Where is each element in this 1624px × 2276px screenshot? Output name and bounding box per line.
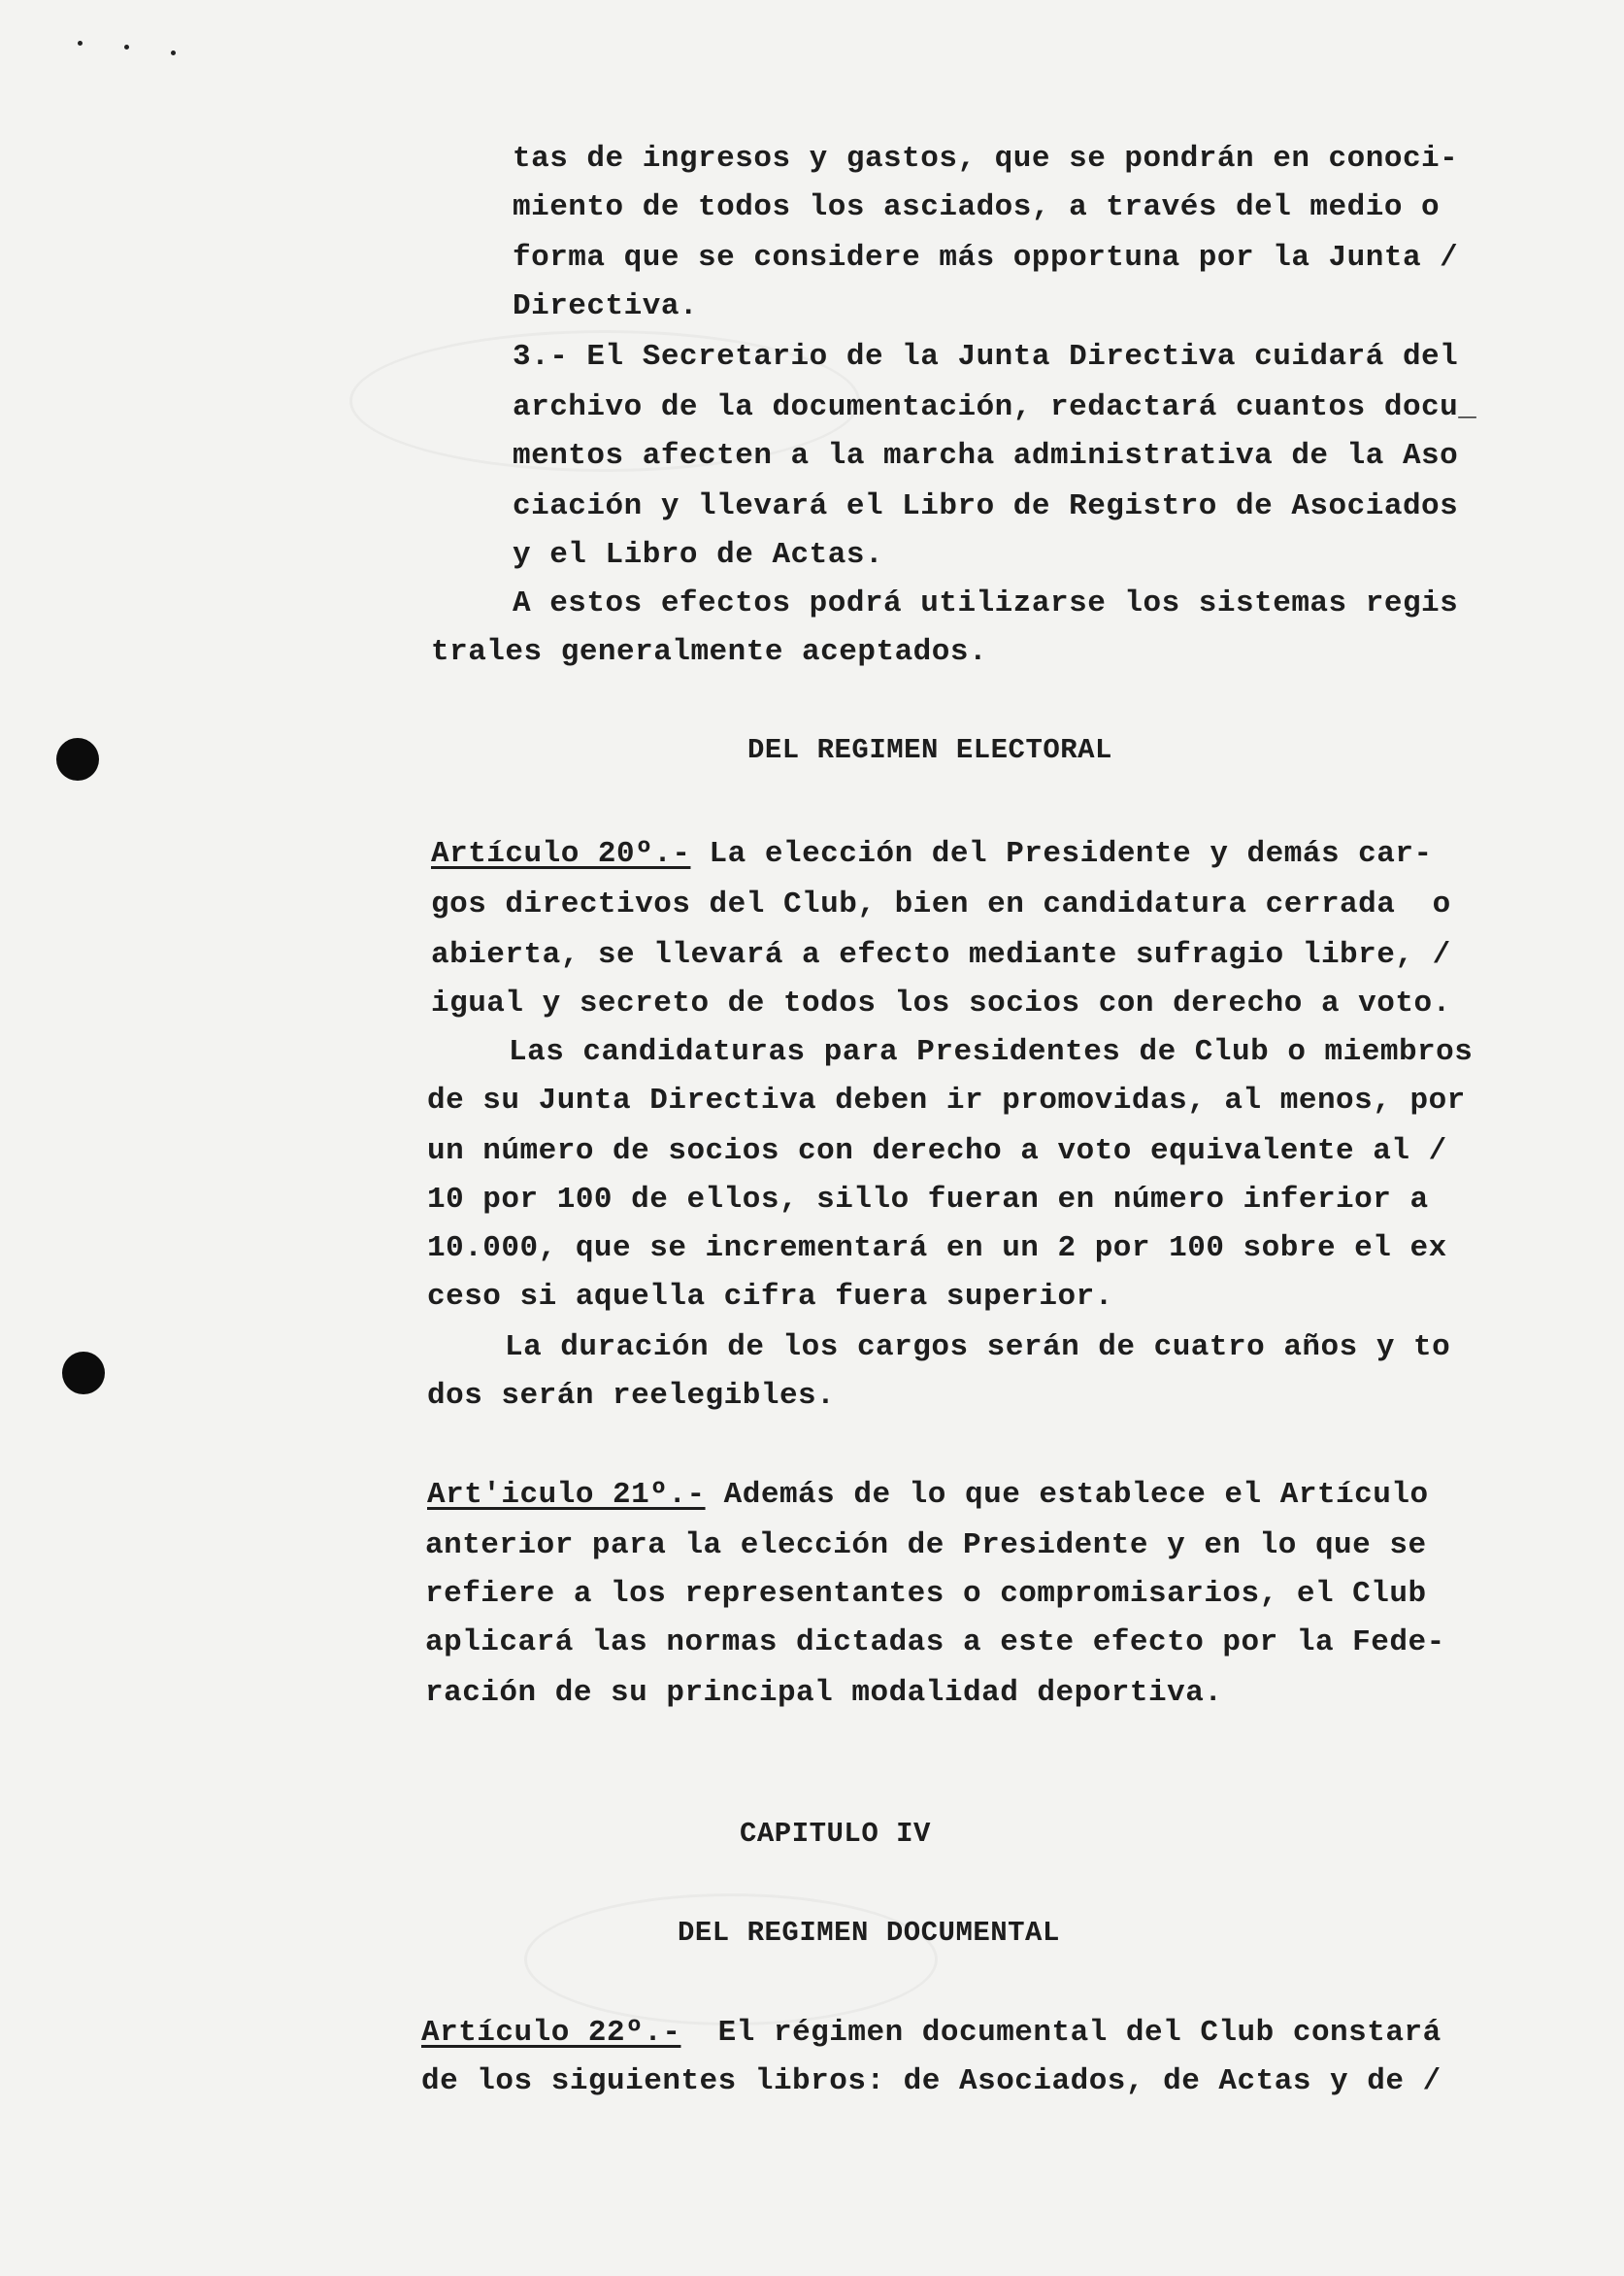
text-line: un número de socios con derecho a voto equivalente al / <box>427 1134 1447 1168</box>
article-21-text: Además de lo que establece el Artículo <box>705 1478 1429 1512</box>
text-line: ceso si aquella cifra fuera superior. <box>427 1280 1113 1314</box>
punch-hole-bottom <box>62 1352 105 1394</box>
text-line: mentos afecten a la marcha administrativa de la Aso <box>513 439 1459 473</box>
article-20-label: Artículo 20º.- <box>431 837 691 871</box>
article-22-label: Artículo 22º.- <box>421 2016 681 2050</box>
text-line: de los siguientes libros: de Asociados, de Actas y de / <box>421 2064 1442 2098</box>
text-line: Las candidaturas para Presidentes de Club o miembros <box>509 1035 1474 1069</box>
text-line: tas de ingresos y gastos, que se pondrán en conoci- <box>513 142 1459 176</box>
article-21-first-line <box>427 1478 1429 1513</box>
punch-hole-top <box>56 738 99 781</box>
text-line: gos directivos del Club, bien en candidatura cerrada o <box>431 887 1451 921</box>
text-line: forma que se considere más opportuna por la Junta / <box>513 241 1459 275</box>
speck <box>124 45 129 50</box>
text-line: 10 por 100 de ellos, sillo fueran en número inferior a <box>427 1183 1429 1217</box>
article-22-text: El régimen documental del Club constará <box>680 2016 1442 2050</box>
text-line: de su Junta Directiva deben ir promovidas, al menos, por <box>427 1084 1466 1118</box>
speck <box>78 41 83 46</box>
text-line: 3.- El Secretario de la Junta Directiva cuidará del <box>513 340 1459 374</box>
article-22-first-line <box>421 2016 1442 2051</box>
article-21-label: Art'iculo 21º.- <box>427 1478 706 1512</box>
text-line: igual y secreto de todos los socios con derecho a voto. <box>431 987 1451 1021</box>
chapter-heading: CAPITULO IV <box>740 1818 931 1850</box>
text-line: archivo de la documentación, redactará cuantos docu_ <box>513 390 1477 424</box>
text-line: y el Libro de Actas. <box>513 538 884 572</box>
text-line: ciación y llevará el Libro de Registro de Asociados <box>513 489 1459 523</box>
article-20-first-line <box>431 837 1433 872</box>
text-line: A estos efectos podrá utilizarse los sistemas regis <box>513 586 1459 620</box>
text-line: abierta, se llevará a efecto mediante sufragio libre, / <box>431 938 1451 972</box>
text-line: aplicará las normas dictadas a este efecto por la Fede- <box>425 1625 1445 1659</box>
text-line: ración de su principal modalidad deportiva. <box>425 1676 1223 1710</box>
text-line: La duración de los cargos serán de cuatro años y to <box>505 1330 1451 1364</box>
text-line: refiere a los representantes o compromisarios, el Club <box>425 1577 1427 1611</box>
bleed-through-mark <box>524 1893 938 2025</box>
section-heading: DEL REGIMEN DOCUMENTAL <box>678 1917 1060 1949</box>
text-line: trales generalmente aceptados. <box>431 635 988 669</box>
section-heading: DEL REGIMEN ELECTORAL <box>747 734 1112 766</box>
text-line: Directiva. <box>513 289 699 323</box>
text-line: 10.000, que se incrementará en un 2 por 100 sobre el ex <box>427 1231 1447 1265</box>
text-line: miento de todos los asciados, a través del medio o <box>513 190 1441 224</box>
article-20-text: La elección del Presidente y demás car- <box>690 837 1433 871</box>
speck <box>171 50 176 55</box>
text-line: anterior para la elección de Presidente y en lo que se <box>425 1528 1427 1562</box>
text-line: dos serán reelegibles. <box>427 1379 836 1413</box>
